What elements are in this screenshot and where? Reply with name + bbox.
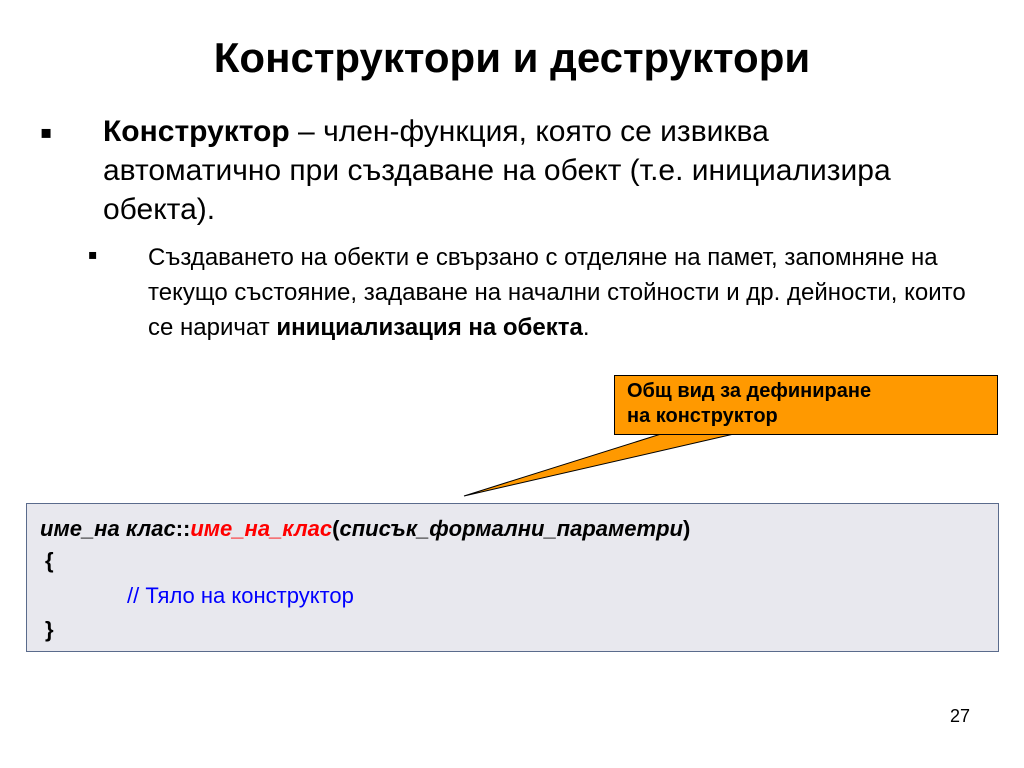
callout-line-2: на конструктор — [627, 405, 778, 427]
code-comment: // Тяло на конструктор — [127, 583, 354, 608]
bullet-initialization — [148, 240, 968, 345]
code-signature-line — [40, 515, 690, 543]
code-scope-operator: :: — [175, 516, 191, 541]
code-class-name: име_на клас — [40, 516, 176, 541]
code-open-paren: ( — [332, 516, 340, 541]
code-close-paren: ) — [682, 516, 691, 541]
bullet-marker-level1: ▪ — [40, 122, 53, 143]
slide-title: Конструктори и деструктори — [213, 34, 811, 81]
bullet-constructor-definition — [103, 112, 903, 229]
page-number: 27 — [949, 706, 970, 726]
code-constructor-name: име_на_клас — [190, 516, 333, 541]
initialization-period: . — [582, 314, 590, 341]
code-box — [26, 503, 999, 652]
initialization-text: Създаването на обекти е свързано с отделяне на памет, запомняне на текущо състояние, задаване на начални стойности и др. дейности, които се наричат — [148, 244, 966, 341]
code-open-brace: { — [45, 548, 54, 573]
callout-box — [614, 375, 998, 435]
code-close-brace: } — [45, 617, 54, 642]
term-constructor: Конструктор — [103, 115, 290, 148]
constructor-definition-text: – член-функция, която се извиква автоматично при създаване на обект (т.е. инициализира обекта). — [103, 115, 891, 226]
term-initialization: инициализация на обекта — [276, 314, 583, 341]
code-params: списък_формални_параметри — [339, 516, 683, 541]
callout-line-1: Общ вид за дефиниране — [627, 380, 872, 402]
bullet-marker-level2: ▪ — [88, 247, 98, 263]
